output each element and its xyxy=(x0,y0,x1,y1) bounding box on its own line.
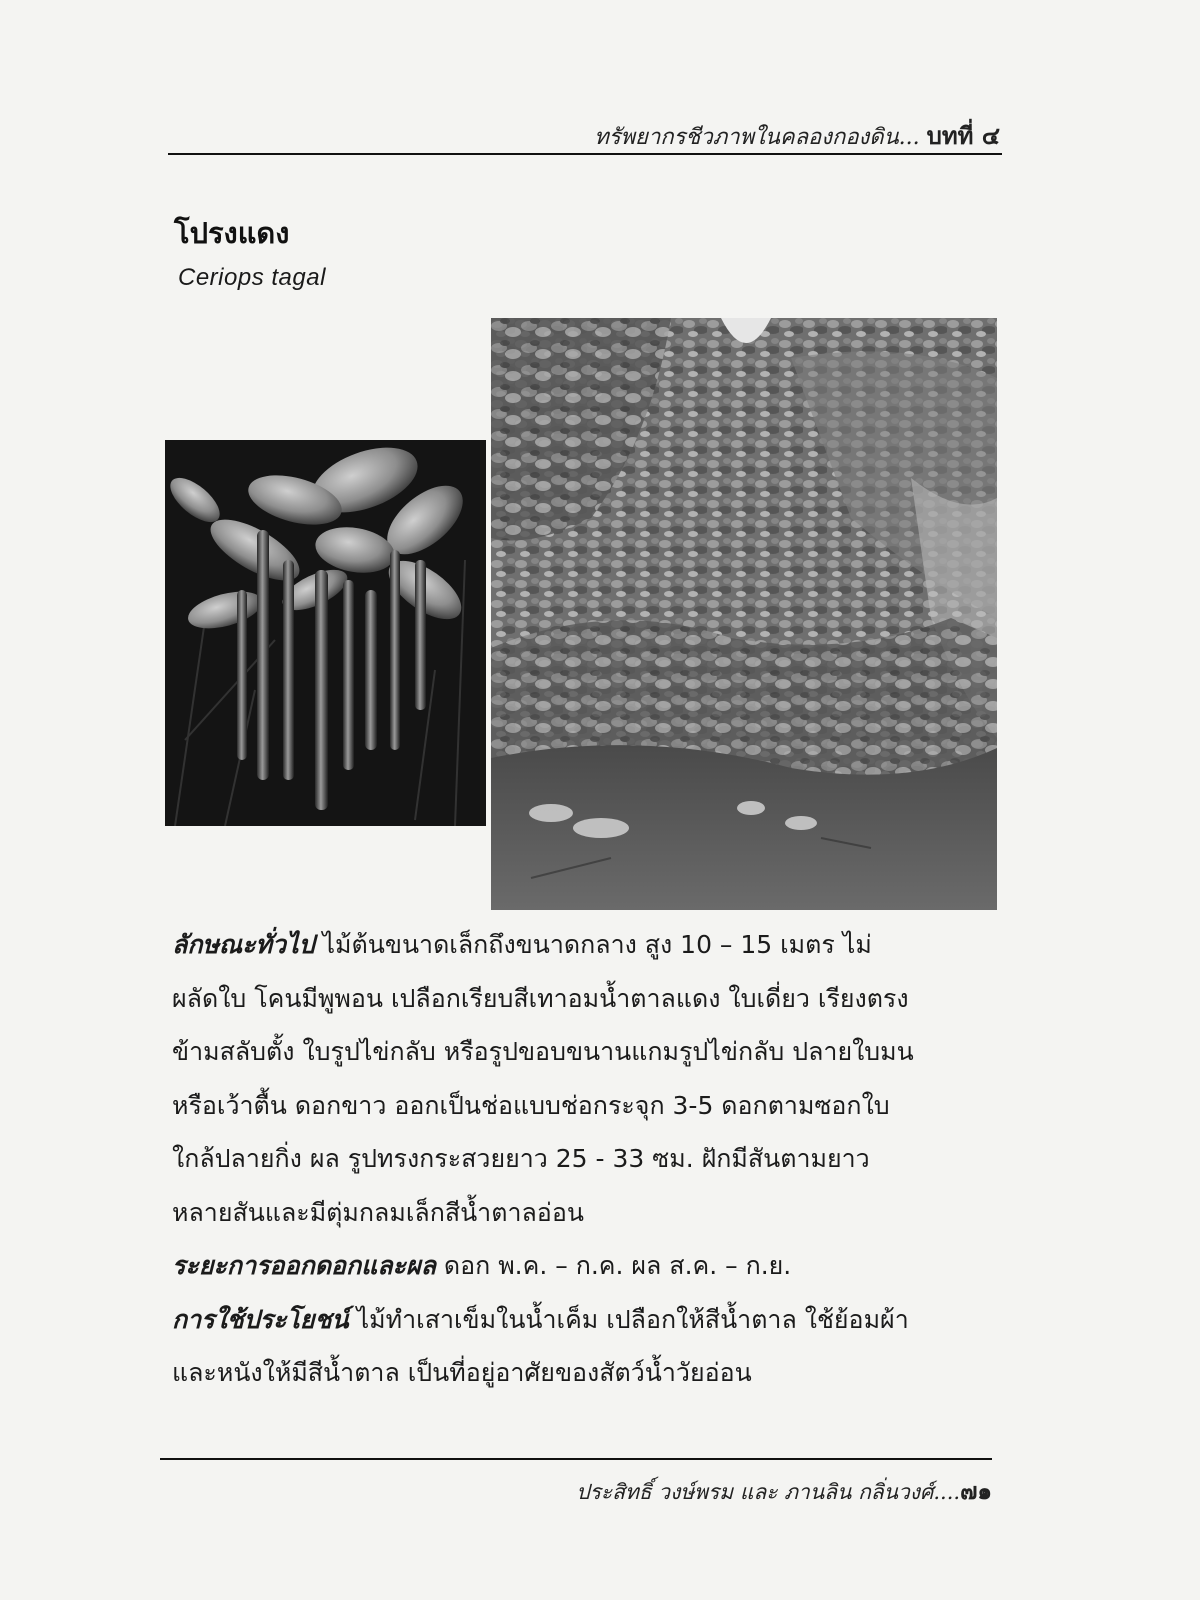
running-footer xyxy=(160,1474,992,1510)
species-scientific-name: Ceriops tagal xyxy=(178,264,326,291)
footer-rule xyxy=(160,1458,992,1460)
running-title: ทรัพยากรชีวภาพในคลองกองดิน... xyxy=(594,125,920,150)
description-line: ผลัดใบ โคนมีพูพอน เปลือกเรียบสีเทาอมน้ำตาลแดง ใบเดี่ยว เรียงตรง xyxy=(172,983,909,1013)
page-number: ๗๑ xyxy=(960,1478,992,1505)
mangrove-stand-photo xyxy=(491,318,997,910)
species-description xyxy=(172,918,1012,1400)
species-thai-name: โปรงแดง xyxy=(174,216,290,250)
chapter-label: บทที่ ๔ xyxy=(926,121,1000,150)
flowering-period-label: ระยะการออกดอกและผล xyxy=(172,1251,436,1280)
uses-label: การใช้ประโยชน์ xyxy=(172,1304,349,1334)
description-line: หรือเว้าตื้น ดอกขาว ออกเป็นช่อแบบช่อกระจุก 3-5 ดอกตามซอกใบ xyxy=(172,1090,890,1120)
header-rule xyxy=(168,153,1002,155)
running-header xyxy=(168,116,1000,155)
uses-line: และหนังให้มีสีน้ำตาล เป็นที่อยู่อาศัยของสัตว์น้ำวัยอ่อน xyxy=(172,1358,752,1387)
flowering-period-text: ดอก พ.ค. – ก.ค. ผล ส.ค. – ก.ย. xyxy=(435,1251,792,1280)
footer-authors: ประสิทธิ์ วงษ์พรม และ ภานลิน กลิ่นวงศ์.... xyxy=(576,1480,961,1504)
description-line: ข้ามสลับตั้ง ใบรูปไข่กลับ หรือรูปขอบขนานแกมรูปไข่กลับ ปลายใบมน xyxy=(172,1037,914,1066)
uses-line xyxy=(172,1293,1012,1347)
flowering-line xyxy=(172,1239,1012,1293)
description-line: ใกล้ปลายกิ่ง ผล รูปทรงกระสวยยาว 25 - 33 ซม. ฝักมีสันตามยาว xyxy=(172,1144,870,1173)
general-line-1: ไม้ต้นขนาดเล็กถึงขนาดกลาง สูง 10 – 15 เมตร ไม่ xyxy=(314,930,872,959)
general-characteristics-label: ลักษณะทั่วไป xyxy=(172,930,315,959)
fruits-photo xyxy=(165,440,486,826)
description-line: หลายสันและมีตุ่มกลมเล็กสีน้ำตาลอ่อน xyxy=(172,1197,584,1227)
uses-line-1: ไม้ทำเสาเข็มในน้ำเค็ม เปลือกให้สีน้ำตาล ใช้ย้อมผ้า xyxy=(348,1304,909,1334)
description-line xyxy=(172,918,1012,972)
